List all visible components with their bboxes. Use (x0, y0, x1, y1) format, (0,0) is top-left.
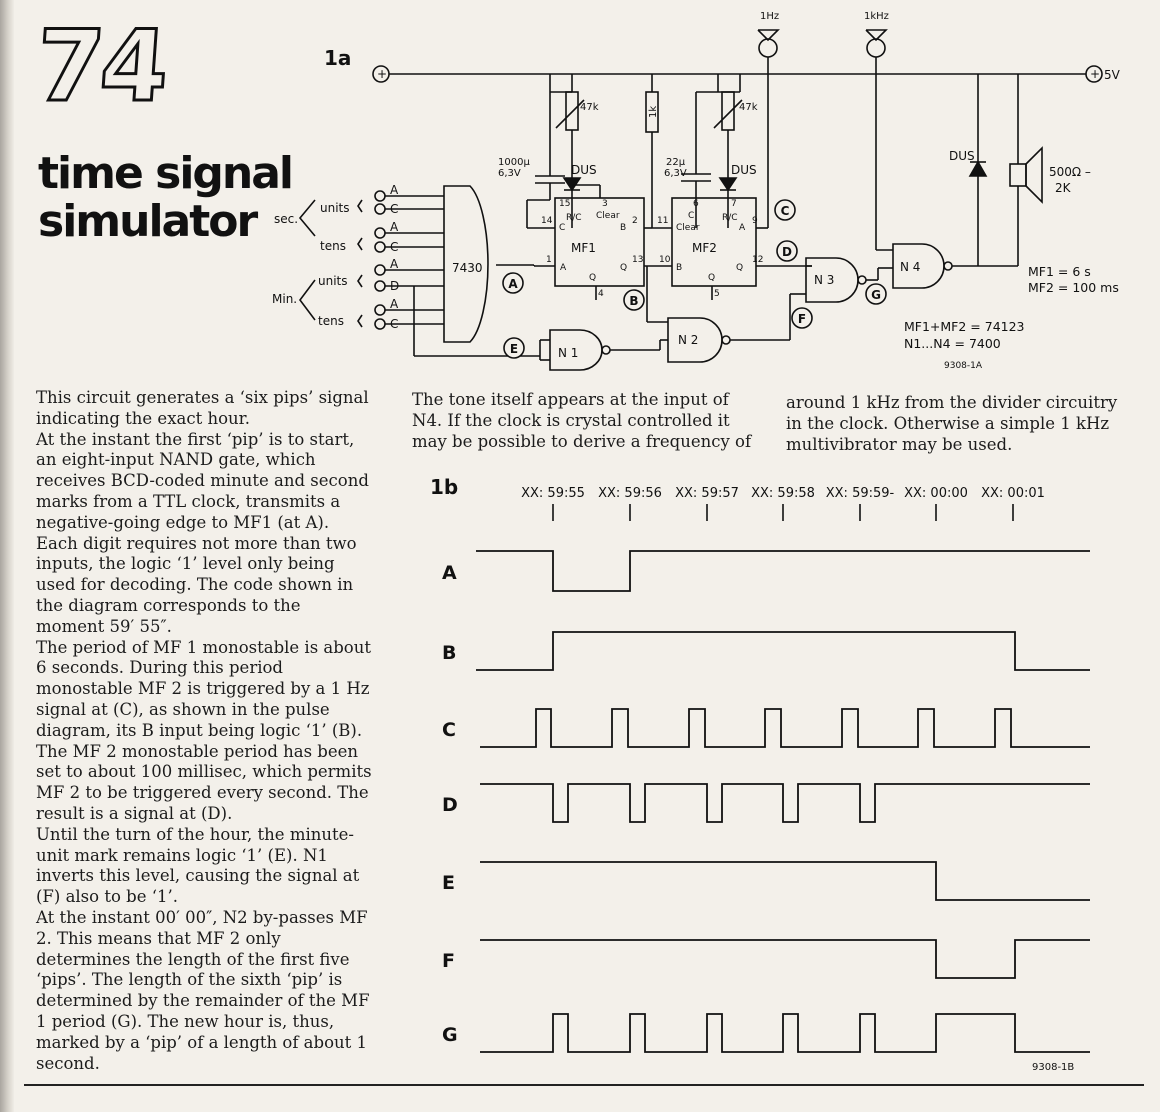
time-label: XX: 59:55 (521, 486, 585, 501)
test-point-e: E (509, 342, 519, 356)
waveform-g (480, 1014, 1090, 1052)
figure-1b-label: 1b (430, 475, 459, 499)
time-label: XX: 59:57 (675, 486, 739, 501)
mf2-pin-7: 7 (731, 199, 737, 209)
note-mf2: MF2 = 100 ms (1028, 280, 1119, 295)
signal-label-a: A (442, 562, 457, 584)
note-ic2: N1...N4 = 7400 (904, 336, 1001, 351)
resistor-value: 1k (648, 105, 659, 118)
mf1-pin-4: 4 (598, 289, 604, 299)
signal-label-f: F (442, 950, 455, 972)
sec-tens-label: tens (320, 239, 346, 253)
input-letter: C (390, 202, 399, 216)
cap2-voltage: 6,3V (664, 168, 687, 179)
supply-plus-right: + (1090, 67, 1101, 81)
mf2-pin-6: 6 (693, 199, 699, 209)
ic-7430-label: 7430 (452, 261, 483, 275)
note-mf1: MF1 = 6 s (1028, 264, 1091, 279)
gate-n2-label: N 2 (678, 333, 699, 347)
cap1-value: 1000µ (498, 157, 530, 168)
paragraph: The period of MF 1 monostable is about 6 seconds. During this period monostable MF 2 is triggered by a 1 Hz signal at (C), as shown in the pulse diagram, its B input being logic ‘1’ (B). The MF 2 monostable period has been set to about 100 millisec, which permits MF 2 to be triggered every second. The result is a signal at (D). (36, 637, 372, 823)
gate-n1-label: N 1 (558, 346, 579, 360)
figure-1a-label: 1a (324, 46, 352, 70)
mf2-pin-clear: Clear (676, 223, 700, 233)
input-letter: C (390, 317, 399, 331)
time-label: XX: 59:59- (825, 486, 895, 501)
time-label: XX: 59:58 (751, 486, 815, 501)
gate-n3-label: N 3 (814, 273, 835, 287)
test-point-d: D (782, 245, 792, 259)
mf1-pin-1: 1 (546, 255, 552, 265)
time-label: XX: 00:01 (981, 486, 1045, 501)
waveform-a (476, 551, 1090, 591)
diode1-label: DUS (571, 163, 597, 177)
signal-label-d: D (442, 794, 458, 816)
speaker-value-2: 2K (1055, 181, 1071, 195)
fig-code-1a: 9308-1A (944, 361, 983, 371)
title-line-1: time signal (38, 148, 292, 199)
article-number: 74 (32, 10, 169, 124)
min-units-label: units (318, 274, 348, 288)
test-point-g: G (871, 288, 881, 302)
paragraph: The tone itself appears at the input of N4. If the clock is crystal controlled it may be possible to derive a frequency of (412, 390, 752, 451)
mf1-pin-a: A (560, 263, 567, 273)
mf2-pin-b: B (676, 263, 683, 273)
paragraph: Until the turn of the hour, the minute-unit mark remains logic ‘1’ (E). N1 inverts this level, causing the signal at (F) also to be ‘1’. (36, 824, 360, 907)
sec-units-label: units (320, 201, 350, 215)
time-label: XX: 59:56 (598, 486, 662, 501)
signal-label-b: B (442, 642, 457, 664)
signal-label-g: G (442, 1024, 458, 1046)
mf1-pin-14: 14 (541, 216, 553, 226)
paragraph: At the instant the first ‘pip’ is to start, an eight-input NAND gate, which receives BCD-coded minute and second marks from a TTL clock, transmits a negative-going edge to MF1 (at A). Each digit requires not more than two inputs, the logic ‘1’ level only being used for decoding. The code shown in the diagram corresponds to the moment 59′ 55″. (36, 429, 369, 636)
middle-text-column (412, 390, 760, 452)
diode2-label: DUS (731, 163, 757, 177)
mf2-pin-12: 12 (752, 255, 764, 265)
waveform-f (480, 940, 1090, 978)
mf2-label: MF2 (692, 241, 717, 255)
mf2-pin-9: 9 (752, 216, 758, 226)
mf1-pin-3: 3 (602, 199, 608, 209)
mf2-pin-q: Q (708, 273, 716, 283)
time-label: XX: 00:00 (904, 486, 968, 501)
test-point-c: C (780, 204, 790, 218)
paragraph: At the instant 00′ 00″, N2 by-passes MF 2. This means that MF 2 only determines the length of the first five ‘pips’. The length of the sixth ‘pip’ is determined by the remainder of the MF 1 period (G). The new hour is, thus, marked by a ‘pip’ of a length of about 1 second. (36, 907, 370, 1073)
mf1-pin-c: C (559, 223, 566, 233)
circuit-schematic (0, 0, 1160, 380)
mf2-pin-qbar: Q (736, 263, 744, 273)
mf1-pin-qbar: Q (589, 273, 597, 283)
signal-label-c: C (442, 719, 456, 741)
mf2-pin-rc: R/C (722, 213, 738, 223)
mf2-pin-c: C (688, 211, 695, 221)
test-point-b: B (629, 294, 639, 308)
bottom-rule (24, 1084, 1144, 1086)
supply-label: 5V (1104, 68, 1120, 82)
input-letter: D (390, 279, 400, 293)
min-tens-label: tens (318, 314, 344, 328)
fig-code-1b: 9308-1B (1032, 1062, 1075, 1073)
pot1-value: 47k (580, 102, 599, 113)
mf1-pin-13: 13 (632, 255, 644, 265)
mf1-pin-15: 15 (559, 199, 571, 209)
min-label: Min. (272, 292, 298, 306)
title-line-2: simulator (38, 196, 257, 247)
diode3-label: DUS (949, 149, 975, 163)
input-letter: A (390, 220, 399, 234)
input-letter: A (390, 257, 399, 271)
waveform-e (480, 862, 1090, 900)
input-letter: C (390, 240, 399, 254)
freq-1khz: 1kHz (864, 11, 889, 22)
mf1-pin-b-top: B (620, 223, 627, 233)
signal-label-e: E (442, 872, 455, 894)
input-letter: A (390, 183, 399, 197)
mf2-pin-11: 11 (657, 216, 669, 226)
mf2-pin-10: 10 (659, 255, 671, 265)
cap1-voltage: 6,3V (498, 168, 521, 179)
right-text-column (786, 393, 1126, 455)
sec-label: sec. (274, 212, 299, 226)
mf1-pin-2: 2 (632, 216, 638, 226)
cap2-value: 22µ (666, 157, 686, 168)
freq-1hz: 1Hz (760, 11, 780, 22)
mf1-label: MF1 (571, 241, 596, 255)
note-ic1: MF1+MF2 = 74123 (904, 319, 1025, 334)
paragraph: This circuit generates a ‘six pips’ signal indicating the exact hour. (36, 388, 369, 428)
left-text-column (36, 388, 372, 1074)
mf1-pin-clear: Clear (596, 211, 620, 221)
mf1-pin-rc: R/C (566, 213, 582, 223)
input-letter: A (390, 297, 399, 311)
mf1-pin-q: Q (620, 263, 628, 273)
test-point-a: A (508, 277, 518, 291)
pot2-value: 47k (739, 102, 758, 113)
paragraph: around 1 kHz from the divider circuitry in the clock. Otherwise a simple 1 kHz multivibrator may be used. (786, 393, 1118, 454)
waveform-b (476, 632, 1090, 670)
supply-plus: + (377, 67, 388, 81)
waveform-c (480, 709, 1090, 747)
mf2-pin-a: A (739, 223, 746, 233)
mf2-pin-5: 5 (714, 289, 720, 299)
test-point-f: F (797, 312, 807, 326)
speaker-value: 500Ω – (1049, 165, 1091, 179)
gate-n4-label: N 4 (900, 260, 921, 274)
waveform-d (480, 784, 1090, 822)
